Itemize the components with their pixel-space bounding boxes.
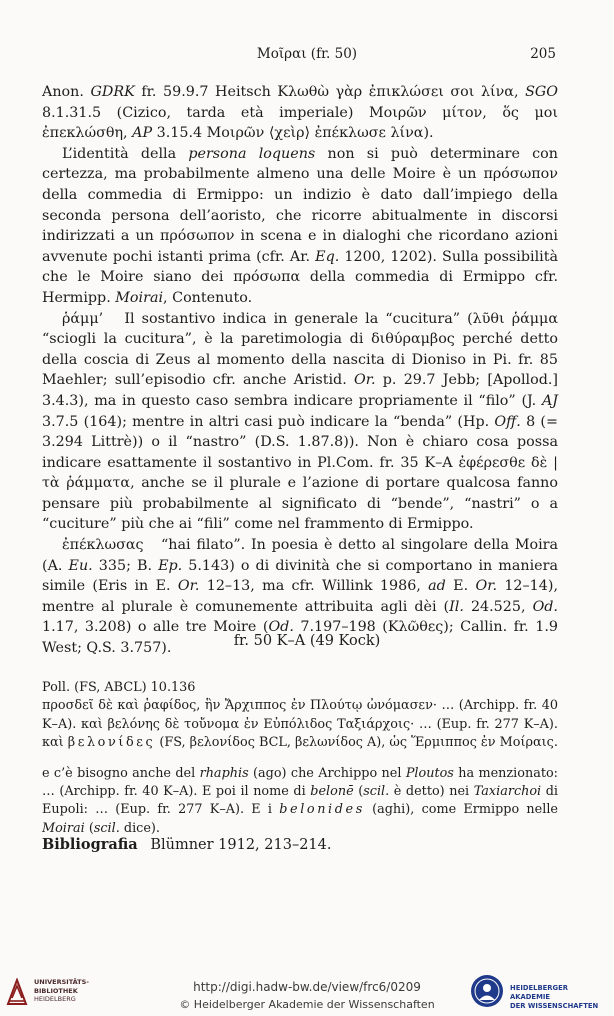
academy-logo-text: HEIDELBERGER AKADEMIE DER WISSENSCHAFTEN [510, 984, 599, 1010]
running-head [0, 46, 614, 66]
footer-copyright: © Heidelberger Akademie der Wissenschaften [179, 998, 435, 1011]
fragment-source: Poll. (FS, ABCL) 10.136 [42, 680, 196, 695]
page-number: 205 [530, 46, 556, 62]
lemma-epeklosas: ἐπέκλωσας [62, 537, 144, 554]
commentary-paragraph-2: L’identità della persona loquens non si può determinare con certezza, ma probabilmente almeno una delle Moire è un πρόσωπον della commedia di Ermippo: un indizio è dato dall’impiego della seconda persona dell’aoristo, che ricorre abitualmente in discorsi indirizzati a un πρόσωπον in scena e in dialoghi che ricordano azioni avvenute pochi istanti prima (cfr. Ar. Eq. 1200, 1202). Sulla possibilità che le Moire siano dei πρόσωπα della commedia di Ermippo cfr. Hermipp. Moirai, Contenuto. [42, 145, 558, 306]
commentary-paragraph-1: Anon. GDRK fr. 59.9.7 Heitsch Κλωθὼ γὰρ ἐπικλώσει σοι λίνα, SGO 8.1.31.5 (Cizico, tarda età imperiale) Μοιρῶν μίτον, ὅς μοι ἐπεκλώσθη, AP 3.15.4 Μοιρῶν ⟨χεὶρ⟩ ἐπέκλωσε λίνα). [42, 84, 558, 142]
running-head-title: Μοῖραι (fr. 50) [256, 46, 358, 62]
lemma-rhamm: ῥάμμ’ [62, 310, 104, 327]
lemma-paragraph-rhamm: ῥάμμ’ Il sostantivo indica in generale la “cucitura” (λῦθι ῥάμμα “sciogli la cucitura”, è la paretimologia di διθύραμβος perché detto della coscia di Zeus al momento della nascita di Dioniso in Pi. fr. 85 Maehler; sull’episodio cfr. anche Aristid. Or. p. 29.7 Jebb; [Apollod.] 3.4.3), ma in questo caso sembra indicare propriamente il “filo” (J. AJ 3.7.5 (164); mentre in altri casi può indicare la “benda” (Hp. Off. 8 (= 3.294 Littrè)) o il “nastro” (D.S. 1.87.8)). Non è chiaro cosa possa indicare esattamente il sostantivo in Pl.Com. fr. 35 K–A ἐφέρεσθε δὲ | τὰ ῥάμματα, anche se il plurale e l’azione di portare qualcosa fanno pensare più probabilmente al significato di “bende”, “nastri” o a “cuciture” più che ai “fili” come nel frammento di Ermippo. [42, 310, 559, 533]
fragment-block [42, 679, 558, 838]
fragment-greek-text: προσδεῖ δὲ καὶ ῥαφίδος, ἣν Ἄρχιππος ἐν Πλούτῳ ὠνόμασεν· … (Archipp. fr. 40 K–A). καὶ βελόνης δὲ τοὔνομα ἐν Εὐπόλιδος Ταξιάρχοις· … (Eup. fr. 277 K–A). καὶ βελονίδες (FS, βελονίδος BCL, βελωνίδος A), ὡς Ἕρμιππος ἐν Μοίραις. [42, 698, 558, 751]
academy-logo[interactable] [470, 974, 608, 1012]
commentary [42, 82, 558, 659]
footer-url-link[interactable]: http://digi.hadw-bw.de/view/frc6/0209 [193, 980, 421, 994]
library-logo-text: UNIVERSITÄTS- BIBLIOTHEK HEIDELBERG [34, 978, 89, 1003]
section-title: fr. 50 K–A (49 Kock) [233, 633, 381, 649]
lemma-paragraph-epeklosas: ἐπέκλωσας “hai filato”. In poesia è detto al singolare della Moira (A. Eu. 335; B. Ep. 5.143) o di divinità che si comportano in maniera simile (Eris in E. Or. 12–13, ma cfr. Willink 1986, ad E. Or. 12–14), mentre al plurale è comunemente attribuita agli dèi (Il. 24.525, Od. 1.17, 3.208) o alle tre Moire (Od. 7.197–198 (Κλῶθες); Callin. fr. 1.9 West; Q.S. 3.757). [42, 537, 558, 657]
bibliography [42, 836, 558, 853]
bibliography-text: Blümner 1912, 213–214. [150, 837, 332, 853]
academy-seal-icon [470, 974, 504, 1008]
fragment-translation: e c’è bisogno anche del rhaphis (ago) che Archippo nel Ploutos ha menzionato: … (Archipp. fr. 40 K–A). E poi il nome di belonē (scil. è detto) nei Taxiarchoi di Eupoli: … (Eup. fr. 277 K–A). E i belonides (aghi), come Ermippo nelle Moirai (scil. dice). [42, 765, 559, 836]
footer [0, 966, 614, 1016]
spaced-word: βελονίδες [67, 735, 156, 751]
bibliography-label: Bibliografia [42, 836, 138, 853]
